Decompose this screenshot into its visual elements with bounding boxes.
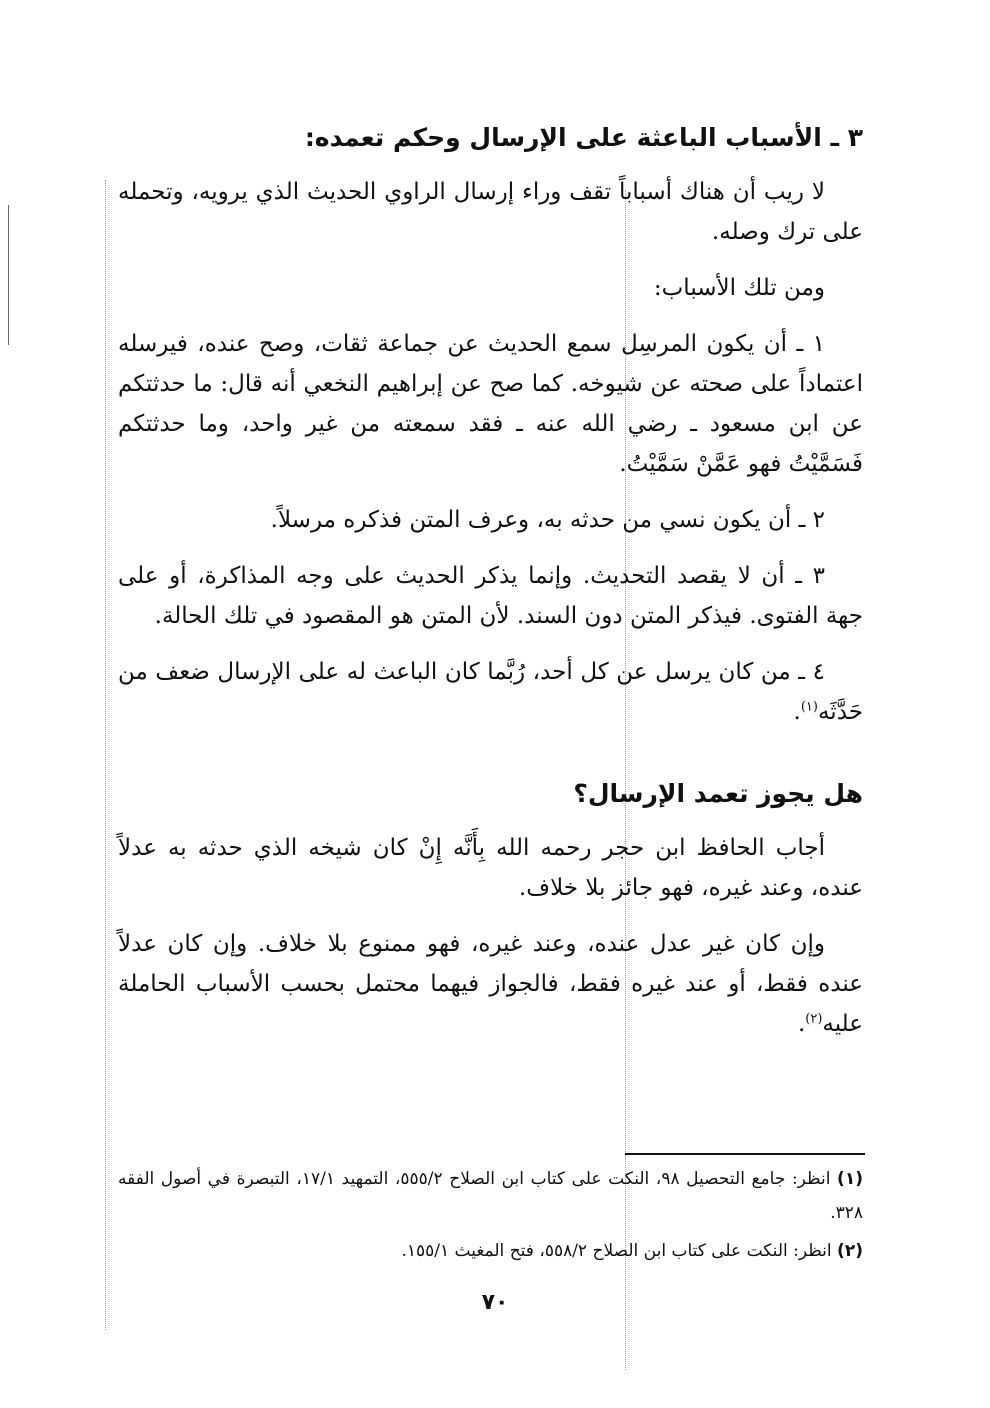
reason-item-2: [118, 500, 863, 540]
answer-paragraph-1: [118, 828, 863, 908]
reason-item-3: [118, 556, 863, 636]
reason-item-text: ٤ ـ من كان يرسل عن كل أحد، رُبَّما كان الباعث له على الإرسال ضعف من حَدَّثَه: [118, 659, 863, 725]
footnote-text: انظر: جامع التحصيل ٩٨، النكت على كتاب ابن الصلاح ٥٥٥/٢، التمهيد ١٧/١، التبصرة في أصول الفقه ٣٢٨.: [118, 1169, 863, 1223]
footnote-text: انظر: النكت على كتاب ابن الصلاح ٥٥٨/٢، فتح المغيث ١٥٥/١.: [401, 1241, 832, 1261]
reason-item-1: [118, 324, 863, 484]
footnote-number: (٢): [837, 1241, 863, 1261]
footnote-number: (١): [837, 1169, 863, 1189]
scan-margin-line: [8, 205, 9, 345]
footnote-ref-2[interactable]: (٢): [805, 1011, 823, 1027]
section-heading-question: هل يجوز تعمد الإرسال؟: [573, 779, 863, 808]
answer-end: .: [797, 1011, 806, 1037]
reason-item-end: .: [793, 699, 801, 725]
answer-paragraph-2: [118, 924, 863, 1044]
reason-item-text: ١ ـ أن يكون المرسِل سمع الحديث عن جماعة ثقات، وصح عنده، فيرسله اعتماداً على صحته عن شيوخه. كما صح عن إبراهيم النخعي أنه قال: ما حدثتكم عن ابن مسعود ـ رضي الله عنه ـ فقد سمعته من غير واحد، وما حدثتكم فَسَمَّيْتُ فهو عَمَّنْ سَمَّيْتُ.: [118, 331, 863, 477]
footnotes: [118, 1162, 863, 1272]
footnote-1: [118, 1162, 863, 1230]
section-spacer: [118, 748, 863, 774]
intro-paragraph: [118, 172, 863, 252]
scan-fold-line: [105, 180, 106, 1330]
reason-item-text: ٣ ـ أن لا يقصد التحديث. وإنما يذكر الحديث على وجه المذاكرة، أو على جهة الفتوى. فيذكر المتن دون السند. لأن المتن هو المقصود في تلك الحالة.: [118, 563, 863, 629]
reasons-lead: [118, 268, 863, 308]
footnote-2: [118, 1234, 863, 1268]
footnote-separator: [625, 1153, 865, 1155]
section-heading-reasons: ٣ ـ الأسباب الباعثة على الإرسال وحكم تعمده:: [304, 123, 863, 152]
reason-item-4: [118, 652, 863, 732]
reason-item-text: ٢ ـ أن يكون نسي من حدثه به، وعرف المتن فذكره مرسلاً.: [270, 507, 825, 533]
page-number: ٧٠: [481, 1290, 509, 1315]
answer-text: وإن كان غير عدل عنده، وعند غيره، فهو ممنوع بلا خلاف. وإن كان عدلاً عنده فقط، أو عند غيره فقط، فالجواز فيهما محتمل بحسب الأسباب الحاملة عليه: [118, 931, 863, 1037]
intro-text: لا ريب أن هناك أسباباً تقف وراء إرسال الراوي الحديث الذي يرويه، وتحمله على ترك وصله.: [118, 179, 863, 245]
reasons-lead-text: ومن تلك الأسباب:: [653, 275, 825, 301]
footnote-ref-1[interactable]: (١): [800, 699, 818, 715]
main-text: [118, 118, 863, 1060]
answer-text: أجاب الحافظ ابن حجر رحمه الله بِأَنَّه إِنْ كان شيخه الذي حدثه به عدلاً عنده، وعند غيره، فهو جائز بلا خلاف.: [118, 835, 863, 901]
